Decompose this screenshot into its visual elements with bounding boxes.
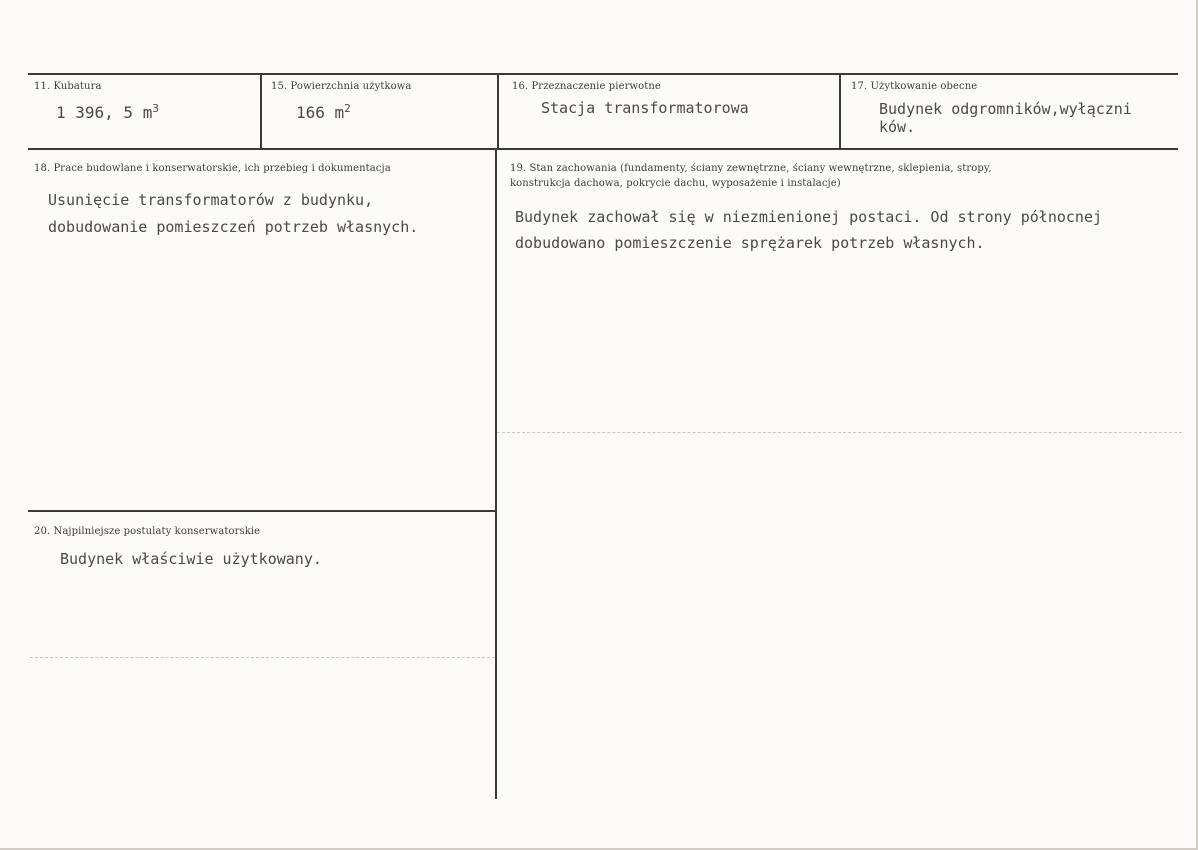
- field-11-label: 11. Kubatura: [34, 81, 102, 92]
- field-11-value: [56, 101, 159, 125]
- field-17-value-line2: ków.: [879, 118, 916, 136]
- field-20-value: Budynek właściwie użytkowany.: [60, 550, 322, 568]
- divider-11-15: [260, 74, 262, 149]
- field-19-value-line2: dobudowano pomieszczenie sprężarek potrzeb własnych.: [515, 234, 985, 252]
- field-15-value: [296, 101, 351, 125]
- field-18-label: 18. Prace budowlane i konserwatorskie, ich przebieg i dokumentacja: [34, 163, 391, 174]
- faint-rule-left: [30, 657, 495, 658]
- field-18-value-line1: Usunięcie transformatorów z budynku,: [48, 191, 374, 209]
- divider-18-19: [495, 149, 497, 799]
- row1-bottom-rule: [28, 148, 1178, 150]
- field-17-value-line1: Budynek odgromników,wyłączni: [879, 100, 1132, 118]
- top-rule: [28, 73, 1178, 75]
- divider-15-16: [497, 74, 499, 149]
- field-17-label: 17. Użytkowanie obecne: [851, 81, 978, 92]
- field-19-label-line1: 19. Stan zachowania (fundamenty, ściany zewnętrzne, ściany wewnętrzne, sklepienia, stropy,: [510, 163, 992, 174]
- field-15-value-exponent: 2: [344, 102, 351, 115]
- field-15-value-text: 166 m: [296, 103, 345, 122]
- field-19-value-line1: Budynek zachował się w niezmienionej postaci. Od strony północnej: [515, 208, 1102, 226]
- field-11-value-text: 1 396, 5 m: [56, 103, 153, 122]
- divider-16-17: [839, 74, 841, 149]
- field-19-label-line2: konstrukcja dachowa, pokrycie dachu, wyposażenie i instalacje): [510, 178, 841, 189]
- field-16-label: 16. Przeznaczenie pierwotne: [512, 81, 661, 92]
- field-11-value-exponent: 3: [152, 102, 159, 115]
- field-18-value-line2: dobudowanie pomieszczeń potrzeb własnych.: [48, 218, 419, 236]
- faint-rule-right: [497, 432, 1182, 433]
- field-20-label: 20. Najpilniejsze postulaty konserwatorskie: [34, 526, 261, 537]
- divider-18-20: [28, 510, 496, 512]
- field-15-label: 15. Powierzchnia użytkowa: [271, 81, 412, 92]
- field-16-value: Stacja transformatorowa: [541, 99, 749, 117]
